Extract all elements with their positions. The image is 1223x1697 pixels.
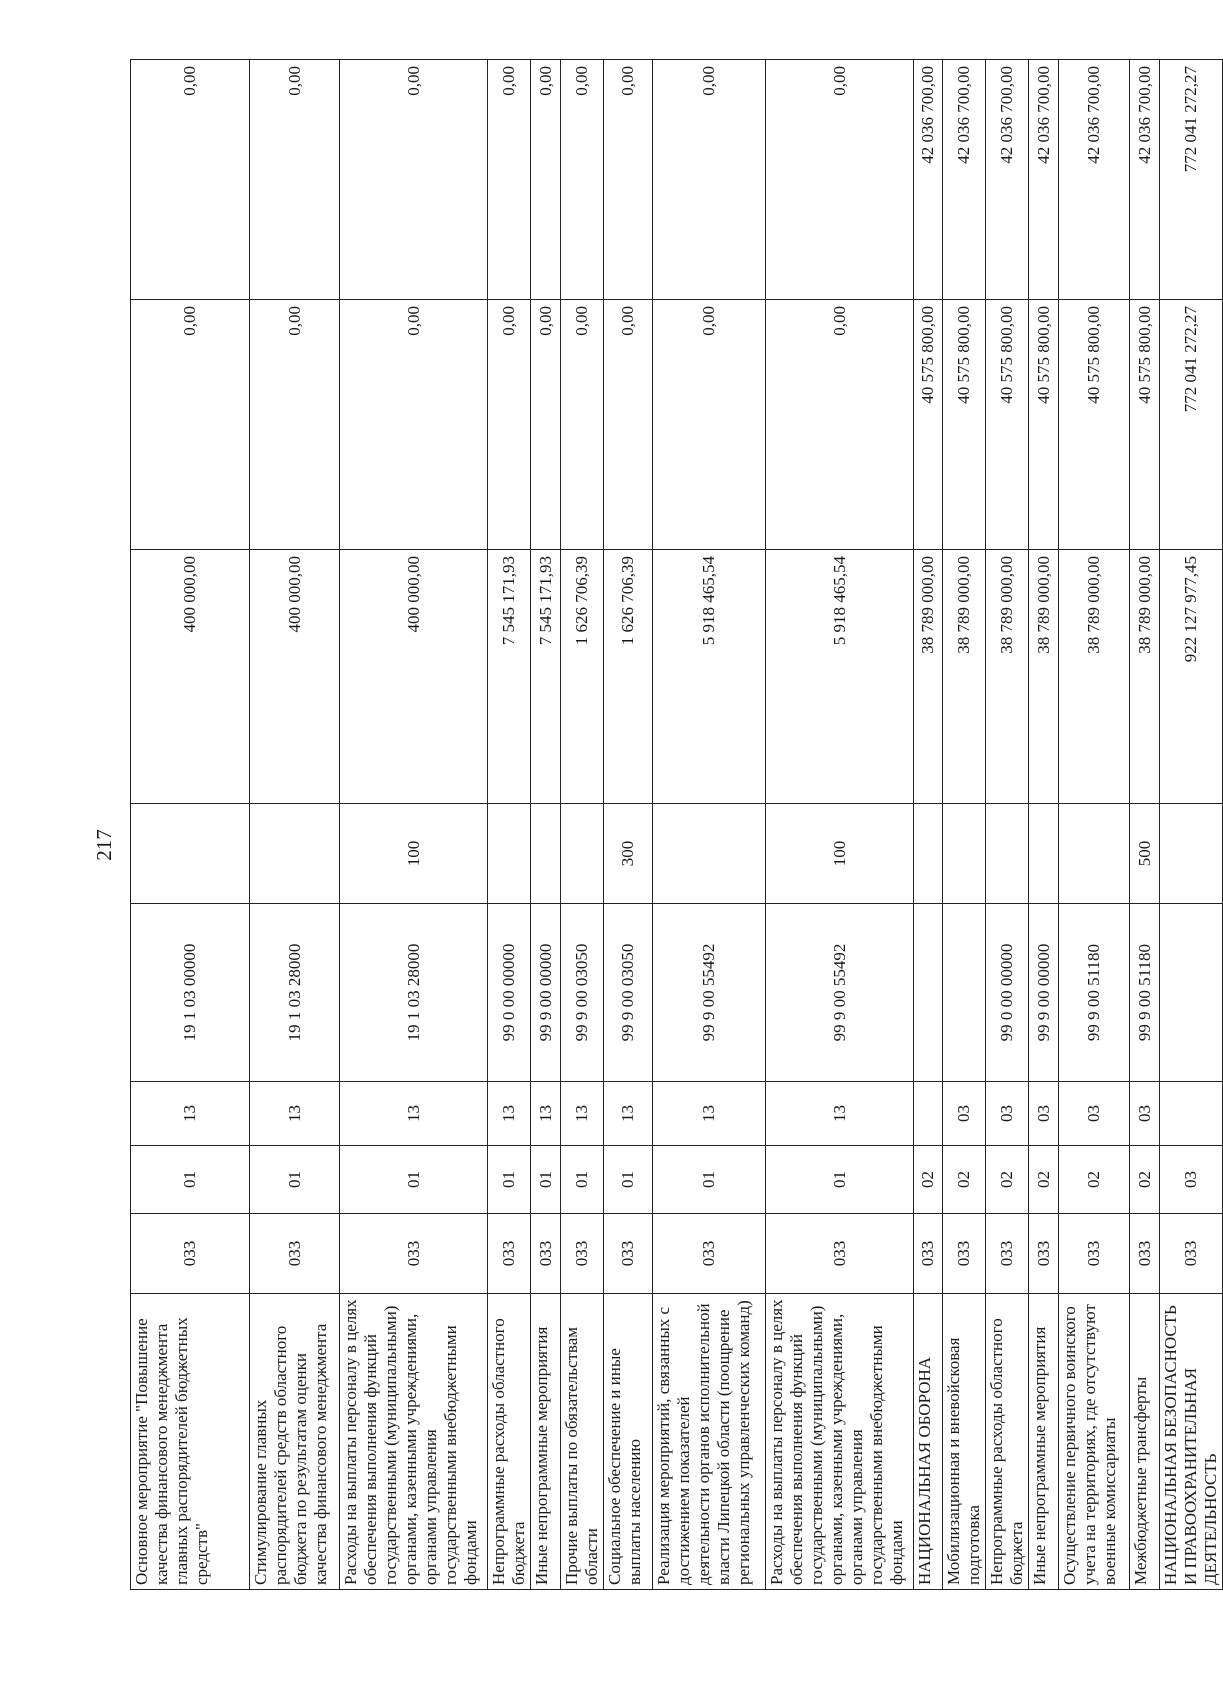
table-row: [653, 60, 766, 1590]
table-row: [604, 60, 653, 1590]
glava-code: 033: [1130, 1214, 1160, 1294]
amount-year-3: 0,00: [488, 60, 531, 300]
razdel-code: 01: [561, 1146, 604, 1214]
target-article-code: 19 1 03 28000: [340, 904, 488, 1082]
razdel-code: 01: [766, 1146, 914, 1214]
amount-year-2: 40 575 800,00: [943, 300, 986, 550]
amount-year-2: 0,00: [561, 300, 604, 550]
podrazdel-code: [1160, 1082, 1223, 1146]
razdel-code: 01: [531, 1146, 561, 1214]
amount-year-3: 0,00: [766, 60, 914, 300]
row-name: Непрограммные расходы областного бюджета: [488, 1294, 531, 1590]
amount-year-2: 0,00: [250, 300, 340, 550]
glava-code: 033: [653, 1214, 766, 1294]
glava-code: 033: [1160, 1214, 1223, 1294]
glava-code: 033: [488, 1214, 531, 1294]
amount-year-2: 0,00: [653, 300, 766, 550]
amount-year-2: 0,00: [604, 300, 653, 550]
podrazdel-code: 13: [340, 1082, 488, 1146]
table-row: [1130, 60, 1160, 1590]
razdel-code: 01: [604, 1146, 653, 1214]
target-article-code: 99 9 00 00000: [1029, 904, 1059, 1082]
target-article-code: 99 9 00 03050: [561, 904, 604, 1082]
amount-year-2: 772 041 272,27: [1160, 300, 1223, 550]
amount-year-3: 0,00: [250, 60, 340, 300]
table-row: [766, 60, 914, 1590]
table-row: [914, 60, 943, 1590]
amount-year-1: 38 789 000,00: [1029, 550, 1059, 804]
amount-year-3: 0,00: [561, 60, 604, 300]
expense-type-code: [1160, 804, 1223, 904]
row-name: Прочие выплаты по обязательствам области: [561, 1294, 604, 1590]
glava-code: 033: [340, 1214, 488, 1294]
amount-year-2: 0,00: [531, 300, 561, 550]
target-article-code: 99 9 00 03050: [604, 904, 653, 1082]
glava-code: 033: [986, 1214, 1029, 1294]
podrazdel-code: 13: [766, 1082, 914, 1146]
table-row: [488, 60, 531, 1590]
expense-type-code: [1029, 804, 1059, 904]
razdel-code: 01: [250, 1146, 340, 1214]
podrazdel-code: 13: [531, 1082, 561, 1146]
table-row: [531, 60, 561, 1590]
amount-year-2: 40 575 800,00: [986, 300, 1029, 550]
amount-year-3: 42 036 700,00: [986, 60, 1029, 300]
row-name: Основное мероприятие "Повышение качества финансового менеджмента главных распорядителей бюджетных средств": [131, 1294, 250, 1590]
amount-year-1: 7 545 171,93: [531, 550, 561, 804]
amount-year-1: 400 000,00: [340, 550, 488, 804]
table-row: [1059, 60, 1130, 1590]
razdel-code: 03: [1160, 1146, 1223, 1214]
target-article-code: 99 0 00 00000: [986, 904, 1029, 1082]
expense-type-code: [561, 804, 604, 904]
amount-year-3: 0,00: [340, 60, 488, 300]
podrazdel-code: 13: [561, 1082, 604, 1146]
target-article-code: [943, 904, 986, 1082]
glava-code: 033: [943, 1214, 986, 1294]
row-name: НАЦИОНАЛЬНАЯ БЕЗОПАСНОСТЬ И ПРАВООХРАНИТЕЛЬНАЯ ДЕЯТЕЛЬНОСТЬ: [1160, 1294, 1223, 1590]
podrazdel-code: [914, 1082, 943, 1146]
razdel-code: 02: [1029, 1146, 1059, 1214]
razdel-code: 02: [943, 1146, 986, 1214]
razdel-code: 02: [986, 1146, 1029, 1214]
glava-code: 033: [1029, 1214, 1059, 1294]
amount-year-2: 0,00: [766, 300, 914, 550]
podrazdel-code: 13: [131, 1082, 250, 1146]
target-article-code: 99 9 00 51180: [1130, 904, 1160, 1082]
row-name: Иные непрограммные мероприятия: [531, 1294, 561, 1590]
target-article-code: 99 9 00 55492: [766, 904, 914, 1082]
razdel-code: 01: [653, 1146, 766, 1214]
target-article-code: 99 9 00 00000: [531, 904, 561, 1082]
amount-year-3: 42 036 700,00: [943, 60, 986, 300]
amount-year-2: 0,00: [488, 300, 531, 550]
amount-year-2: 0,00: [340, 300, 488, 550]
amount-year-3: 42 036 700,00: [1059, 60, 1130, 300]
razdel-code: 01: [488, 1146, 531, 1214]
amount-year-1: 38 789 000,00: [914, 550, 943, 804]
row-name: Межбюджетные трансферты: [1130, 1294, 1160, 1590]
podrazdel-code: 13: [488, 1082, 531, 1146]
row-name: Осуществление первичного воинского учета на территориях, где отсутствуют военные комиссариаты: [1059, 1294, 1130, 1590]
target-article-code: 99 0 00 00000: [488, 904, 531, 1082]
table-row: [561, 60, 604, 1590]
razdel-code: 02: [914, 1146, 943, 1214]
table-row: [986, 60, 1029, 1590]
amount-year-1: 400 000,00: [131, 550, 250, 804]
table-row: [1160, 60, 1223, 1590]
amount-year-1: 922 127 977,45: [1160, 550, 1223, 804]
expense-type-code: 100: [766, 804, 914, 904]
razdel-code: 02: [1059, 1146, 1130, 1214]
table-row: [340, 60, 488, 1590]
amount-year-3: 0,00: [604, 60, 653, 300]
glava-code: 033: [766, 1214, 914, 1294]
amount-year-2: 40 575 800,00: [1130, 300, 1160, 550]
amount-year-1: 38 789 000,00: [1130, 550, 1160, 804]
glava-code: 033: [561, 1214, 604, 1294]
target-article-code: 19 1 03 00000: [131, 904, 250, 1082]
expense-type-code: [250, 804, 340, 904]
podrazdel-code: 13: [604, 1082, 653, 1146]
amount-year-3: 772 041 272,27: [1160, 60, 1223, 300]
razdel-code: 01: [340, 1146, 488, 1214]
podrazdel-code: 03: [1059, 1082, 1130, 1146]
amount-year-1: 7 545 171,93: [488, 550, 531, 804]
amount-year-1: 5 918 465,54: [766, 550, 914, 804]
amount-year-1: 38 789 000,00: [1059, 550, 1130, 804]
expense-type-code: [914, 804, 943, 904]
row-name: Расходы на выплаты персоналу в целях обеспечения выполнения функций государственными (муниципальными) органами, казенными учреждениями, органами управления государственными внебюджетными фондами: [340, 1294, 488, 1590]
row-name: Непрограммные расходы областного бюджета: [986, 1294, 1029, 1590]
expense-type-code: 300: [604, 804, 653, 904]
target-article-code: [914, 904, 943, 1082]
glava-code: 033: [604, 1214, 653, 1294]
budget-page: [130, 60, 1220, 1590]
table-row: [1029, 60, 1059, 1590]
row-name: Стимулирование главных распорядителей средств областного бюджета по результатам оценки качества финансового менеджмента: [250, 1294, 340, 1590]
row-name: Расходы на выплаты персоналу в целях обеспечения выполнения функций государственными (муниципальными) органами, казенными учреждениями, органами управления государственными внебюджетными фондами: [766, 1294, 914, 1590]
expense-type-code: [943, 804, 986, 904]
expense-type-code: [531, 804, 561, 904]
table-row: [131, 60, 250, 1590]
page-number: 217: [92, 829, 116, 861]
budget-table: [130, 59, 1223, 1590]
podrazdel-code: 03: [943, 1082, 986, 1146]
amount-year-3: 0,00: [531, 60, 561, 300]
amount-year-3: 42 036 700,00: [1029, 60, 1059, 300]
amount-year-1: 38 789 000,00: [943, 550, 986, 804]
glava-code: 033: [1059, 1214, 1130, 1294]
razdel-code: 01: [131, 1146, 250, 1214]
podrazdel-code: 03: [986, 1082, 1029, 1146]
amount-year-3: 42 036 700,00: [914, 60, 943, 300]
amount-year-1: 1 626 706,39: [561, 550, 604, 804]
expense-type-code: [131, 804, 250, 904]
amount-year-2: 40 575 800,00: [1029, 300, 1059, 550]
row-name: Социальное обеспечение и иные выплаты населению: [604, 1294, 653, 1590]
glava-code: 033: [131, 1214, 250, 1294]
glava-code: 033: [250, 1214, 340, 1294]
amount-year-1: 400 000,00: [250, 550, 340, 804]
expense-type-code: [1059, 804, 1130, 904]
podrazdel-code: 13: [250, 1082, 340, 1146]
expense-type-code: [653, 804, 766, 904]
expense-type-code: 500: [1130, 804, 1160, 904]
table-row: [250, 60, 340, 1590]
row-name: Иные непрограммные мероприятия: [1029, 1294, 1059, 1590]
amount-year-2: 0,00: [131, 300, 250, 550]
target-article-code: 19 1 03 28000: [250, 904, 340, 1082]
row-name: Мобилизационная и вневойсковая подготовка: [943, 1294, 986, 1590]
glava-code: 033: [914, 1214, 943, 1294]
expense-type-code: [986, 804, 1029, 904]
amount-year-2: 40 575 800,00: [914, 300, 943, 550]
amount-year-1: 38 789 000,00: [986, 550, 1029, 804]
podrazdel-code: 03: [1029, 1082, 1059, 1146]
target-article-code: [1160, 904, 1223, 1082]
target-article-code: 99 9 00 55492: [653, 904, 766, 1082]
amount-year-1: 1 626 706,39: [604, 550, 653, 804]
amount-year-2: 40 575 800,00: [1059, 300, 1130, 550]
amount-year-3: 42 036 700,00: [1130, 60, 1160, 300]
glava-code: 033: [531, 1214, 561, 1294]
table-row: [943, 60, 986, 1590]
podrazdel-code: 13: [653, 1082, 766, 1146]
expense-type-code: 100: [340, 804, 488, 904]
podrazdel-code: 03: [1130, 1082, 1160, 1146]
amount-year-3: 0,00: [653, 60, 766, 300]
row-name: НАЦИОНАЛЬНАЯ ОБОРОНА: [914, 1294, 943, 1590]
amount-year-3: 0,00: [131, 60, 250, 300]
amount-year-1: 5 918 465,54: [653, 550, 766, 804]
target-article-code: 99 9 00 51180: [1059, 904, 1130, 1082]
row-name: Реализация мероприятий, связанных с достижением показателей деятельности органов исполнительной власти Липецкой области (поощрение региональных управленческих команд): [653, 1294, 766, 1590]
razdel-code: 02: [1130, 1146, 1160, 1214]
expense-type-code: [488, 804, 531, 904]
